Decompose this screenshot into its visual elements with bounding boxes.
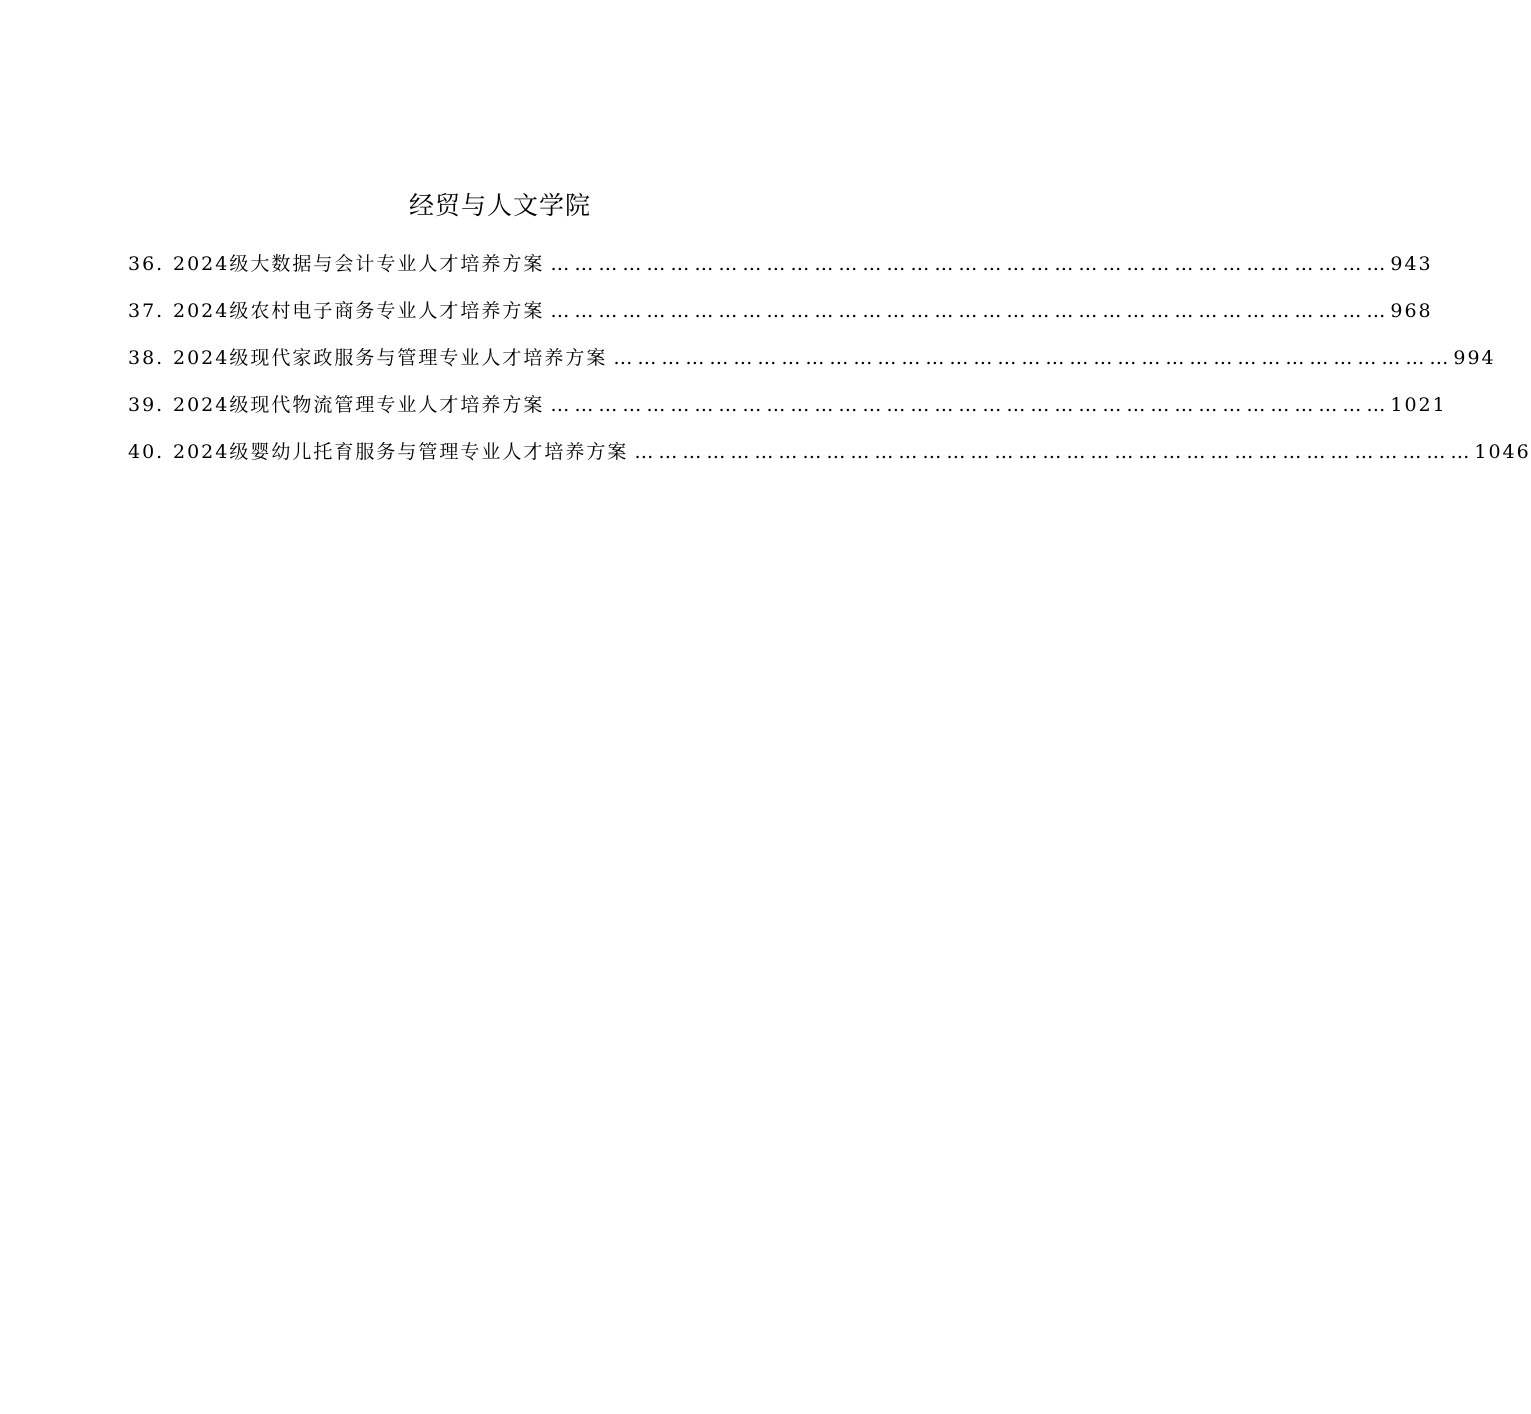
toc-entry-36[interactable] — [128, 244, 1433, 291]
toc-entry-title: 2024级现代物流管理专业人才培养方案 — [173, 394, 545, 416]
table-of-contents — [128, 244, 1531, 479]
toc-entry-title: 2024级现代家政服务与管理专业人才培养方案 — [173, 347, 608, 369]
toc-entry-title: 2024级婴幼儿托育服务与管理专业人才培养方案 — [173, 441, 629, 463]
toc-entry-38[interactable] — [128, 338, 1496, 385]
toc-leader-dots: …………………………………………………………………………………………… — [550, 394, 1391, 416]
toc-entry-title: 2024级大数据与会计专业人才培养方案 — [173, 253, 545, 275]
section-title: 经贸与人文学院 — [408, 191, 591, 220]
toc-entry-page: 968 — [1390, 300, 1433, 322]
toc-leader-dots: …………………………………………………………………………………………… — [613, 347, 1454, 369]
toc-entry-number: 37. — [128, 300, 165, 322]
toc-entry-number: 38. — [128, 347, 165, 369]
toc-entry-title: 2024级农村电子商务专业人才培养方案 — [173, 300, 545, 322]
toc-leader-dots: …………………………………………………………………………………………… — [634, 441, 1475, 463]
toc-leader-dots: …………………………………………………………………………………………… — [550, 300, 1391, 322]
toc-entry-number: 36. — [128, 253, 165, 275]
toc-entry-number: 39. — [128, 394, 165, 416]
toc-entry-39[interactable] — [128, 385, 1447, 432]
toc-entry-page: 943 — [1390, 253, 1433, 275]
toc-entry-page: 1021 — [1390, 394, 1447, 416]
toc-entry-page: 1046 — [1474, 441, 1531, 463]
toc-leader-dots: …………………………………………………………………………………………… — [550, 253, 1391, 275]
toc-entry-number: 40. — [128, 441, 165, 463]
toc-entry-40[interactable] — [128, 432, 1531, 479]
toc-entry-page: 994 — [1453, 347, 1496, 369]
toc-entry-37[interactable] — [128, 291, 1433, 338]
